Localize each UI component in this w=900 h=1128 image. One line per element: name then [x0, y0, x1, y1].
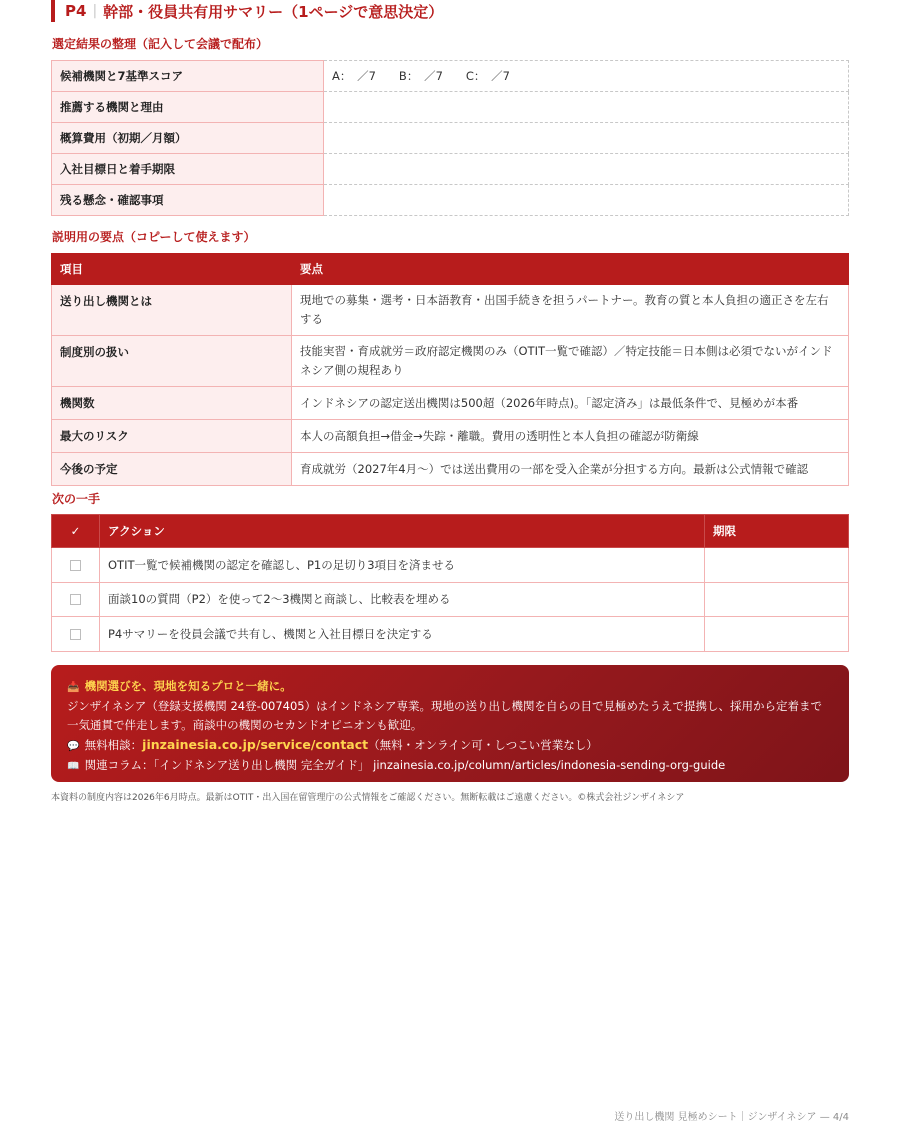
action-row — [52, 548, 849, 583]
summary-row — [52, 92, 849, 123]
summary-value-field[interactable] — [324, 92, 849, 123]
points-row — [52, 420, 849, 453]
consult-label: 無料相談： — [84, 738, 143, 752]
consult-link[interactable]: jinzainesia.co.jp/service/contact — [142, 737, 369, 752]
points-table — [51, 253, 849, 486]
action-check-cell — [52, 617, 100, 652]
checkbox[interactable] — [70, 629, 81, 640]
promo-heading: 機関選びを、現地を知るプロと一緒に。 — [84, 679, 292, 693]
column-link[interactable]: jinzainesia.co.jp/column/articles/indonesia-sending-org-guide — [373, 758, 726, 772]
points-text: 育成就労（2027年4月〜）では送出費用の一部を受入企業が分担する方向。最新は公式情報で確認 — [292, 453, 849, 486]
summary-value-field[interactable] — [324, 185, 849, 216]
action-row — [52, 617, 849, 652]
action-text: P4サマリーを役員会議で共有し、機関と入社目標日を決定する — [100, 617, 705, 652]
actions-header-action: アクション — [100, 515, 705, 548]
summary-label: 入社目標日と着手期限 — [52, 154, 324, 185]
promo-body: ジンザイネシア（登録支援機関 24登-007405）はインドネシア専業。現地の送り出し機関を自らの目で見極めたうえで提携し、採用から定着まで一気通貫で伴走します。商談中の機関のセカンドオピニオンも歓迎。 — [67, 699, 823, 732]
page-code: P4 — [65, 2, 87, 20]
points-item: 機関数 — [52, 387, 292, 420]
actions-header-row — [52, 515, 849, 548]
actions-header-check: ✓ — [52, 515, 100, 548]
checkbox[interactable] — [70, 594, 81, 605]
action-deadline-field[interactable] — [705, 582, 849, 617]
summary-row — [52, 154, 849, 185]
points-item: 今後の予定 — [52, 453, 292, 486]
points-row — [52, 336, 849, 387]
page-footer: 送り出し機関 見極めシート｜ジンザイネシア — 4/4 — [614, 1112, 849, 1123]
speech-bubble-icon: 💬 — [67, 741, 80, 752]
action-text: OTIT一覧で候補機関の認定を確認し、P1の足切り3項目を済ませる — [100, 548, 705, 583]
points-item: 送り出し機関とは — [52, 285, 292, 336]
summary-value-field[interactable] — [324, 154, 849, 185]
actions-table — [51, 514, 849, 652]
points-header-key: 要点 — [292, 254, 849, 285]
footnote: 本資料の制度内容は2026年6月時点。最新はOTIT・出入国在留管理庁の公式情報をご確認ください。無断転載はご遠慮ください。©株式会社ジンザイネシア — [51, 793, 685, 803]
summary-label: 概算費用（初期／月額） — [52, 123, 324, 154]
points-row — [52, 387, 849, 420]
points-text: 技能実習・育成就労＝政府認定機関のみ（OTIT一覧で確認）／特定技能＝日本側は必須でないがインドネシア側の規程あり — [292, 336, 849, 387]
actions-section-title: 次の一手 — [52, 492, 101, 506]
points-text: 現地での募集・選考・日本語教育・出国手続きを担うパートナー。教育の質と本人負担の適正さを左右する — [292, 285, 849, 336]
summary-label: 候補機関と7基準スコア — [52, 61, 324, 92]
action-check-cell — [52, 548, 100, 583]
heading-divider: | — [92, 3, 98, 19]
action-text: 面談10の質問（P2）を使って2〜3機関と商談し、比較表を埋める — [100, 582, 705, 617]
action-deadline-field[interactable] — [705, 617, 849, 652]
points-header-item: 項目 — [52, 254, 292, 285]
summary-section-title: 選定結果の整理（記入して会議で配布） — [52, 37, 269, 51]
summary-value-field[interactable] — [324, 123, 849, 154]
page-heading — [51, 0, 443, 22]
consult-note: （無料・オンライン可・しつこい営業なし） — [368, 738, 598, 752]
action-row — [52, 582, 849, 617]
points-item: 最大のリスク — [52, 420, 292, 453]
points-text: 本人の高額負担→借金→失踪・離職。費用の透明性と本人負担の確認が防衛線 — [292, 420, 849, 453]
points-text: インドネシアの認定送出機関は500超（2026年時点)。「認定済み」は最低条件で、見極めが本番 — [292, 387, 849, 420]
actions-header-deadline: 期限 — [705, 515, 849, 548]
summary-label: 残る懸念・確認事項 — [52, 185, 324, 216]
action-check-cell — [52, 582, 100, 617]
page-title: 幹部・役員共有用サマリー（1ページで意思決定） — [103, 2, 444, 21]
summary-row — [52, 61, 849, 92]
summary-label: 推薦する機関と理由 — [52, 92, 324, 123]
action-deadline-field[interactable] — [705, 548, 849, 583]
points-section-title: 説明用の要点（コピーして使えます） — [52, 230, 256, 244]
points-row — [52, 285, 849, 336]
summary-value-field[interactable]: A： ／7 B： ／7 C： ／7 — [324, 61, 849, 92]
summary-table — [51, 60, 849, 216]
column-label: 関連コラム：「インドネシア送り出し機関 完全ガイド」 — [84, 758, 370, 772]
checkbox[interactable] — [70, 560, 81, 571]
open-book-icon: 📖 — [67, 761, 80, 772]
inbox-tray-icon: 📥 — [67, 682, 80, 693]
points-item: 制度別の扱い — [52, 336, 292, 387]
summary-row — [52, 185, 849, 216]
promo-box — [51, 665, 849, 782]
points-row — [52, 453, 849, 486]
summary-row — [52, 123, 849, 154]
points-header-row — [52, 254, 849, 285]
